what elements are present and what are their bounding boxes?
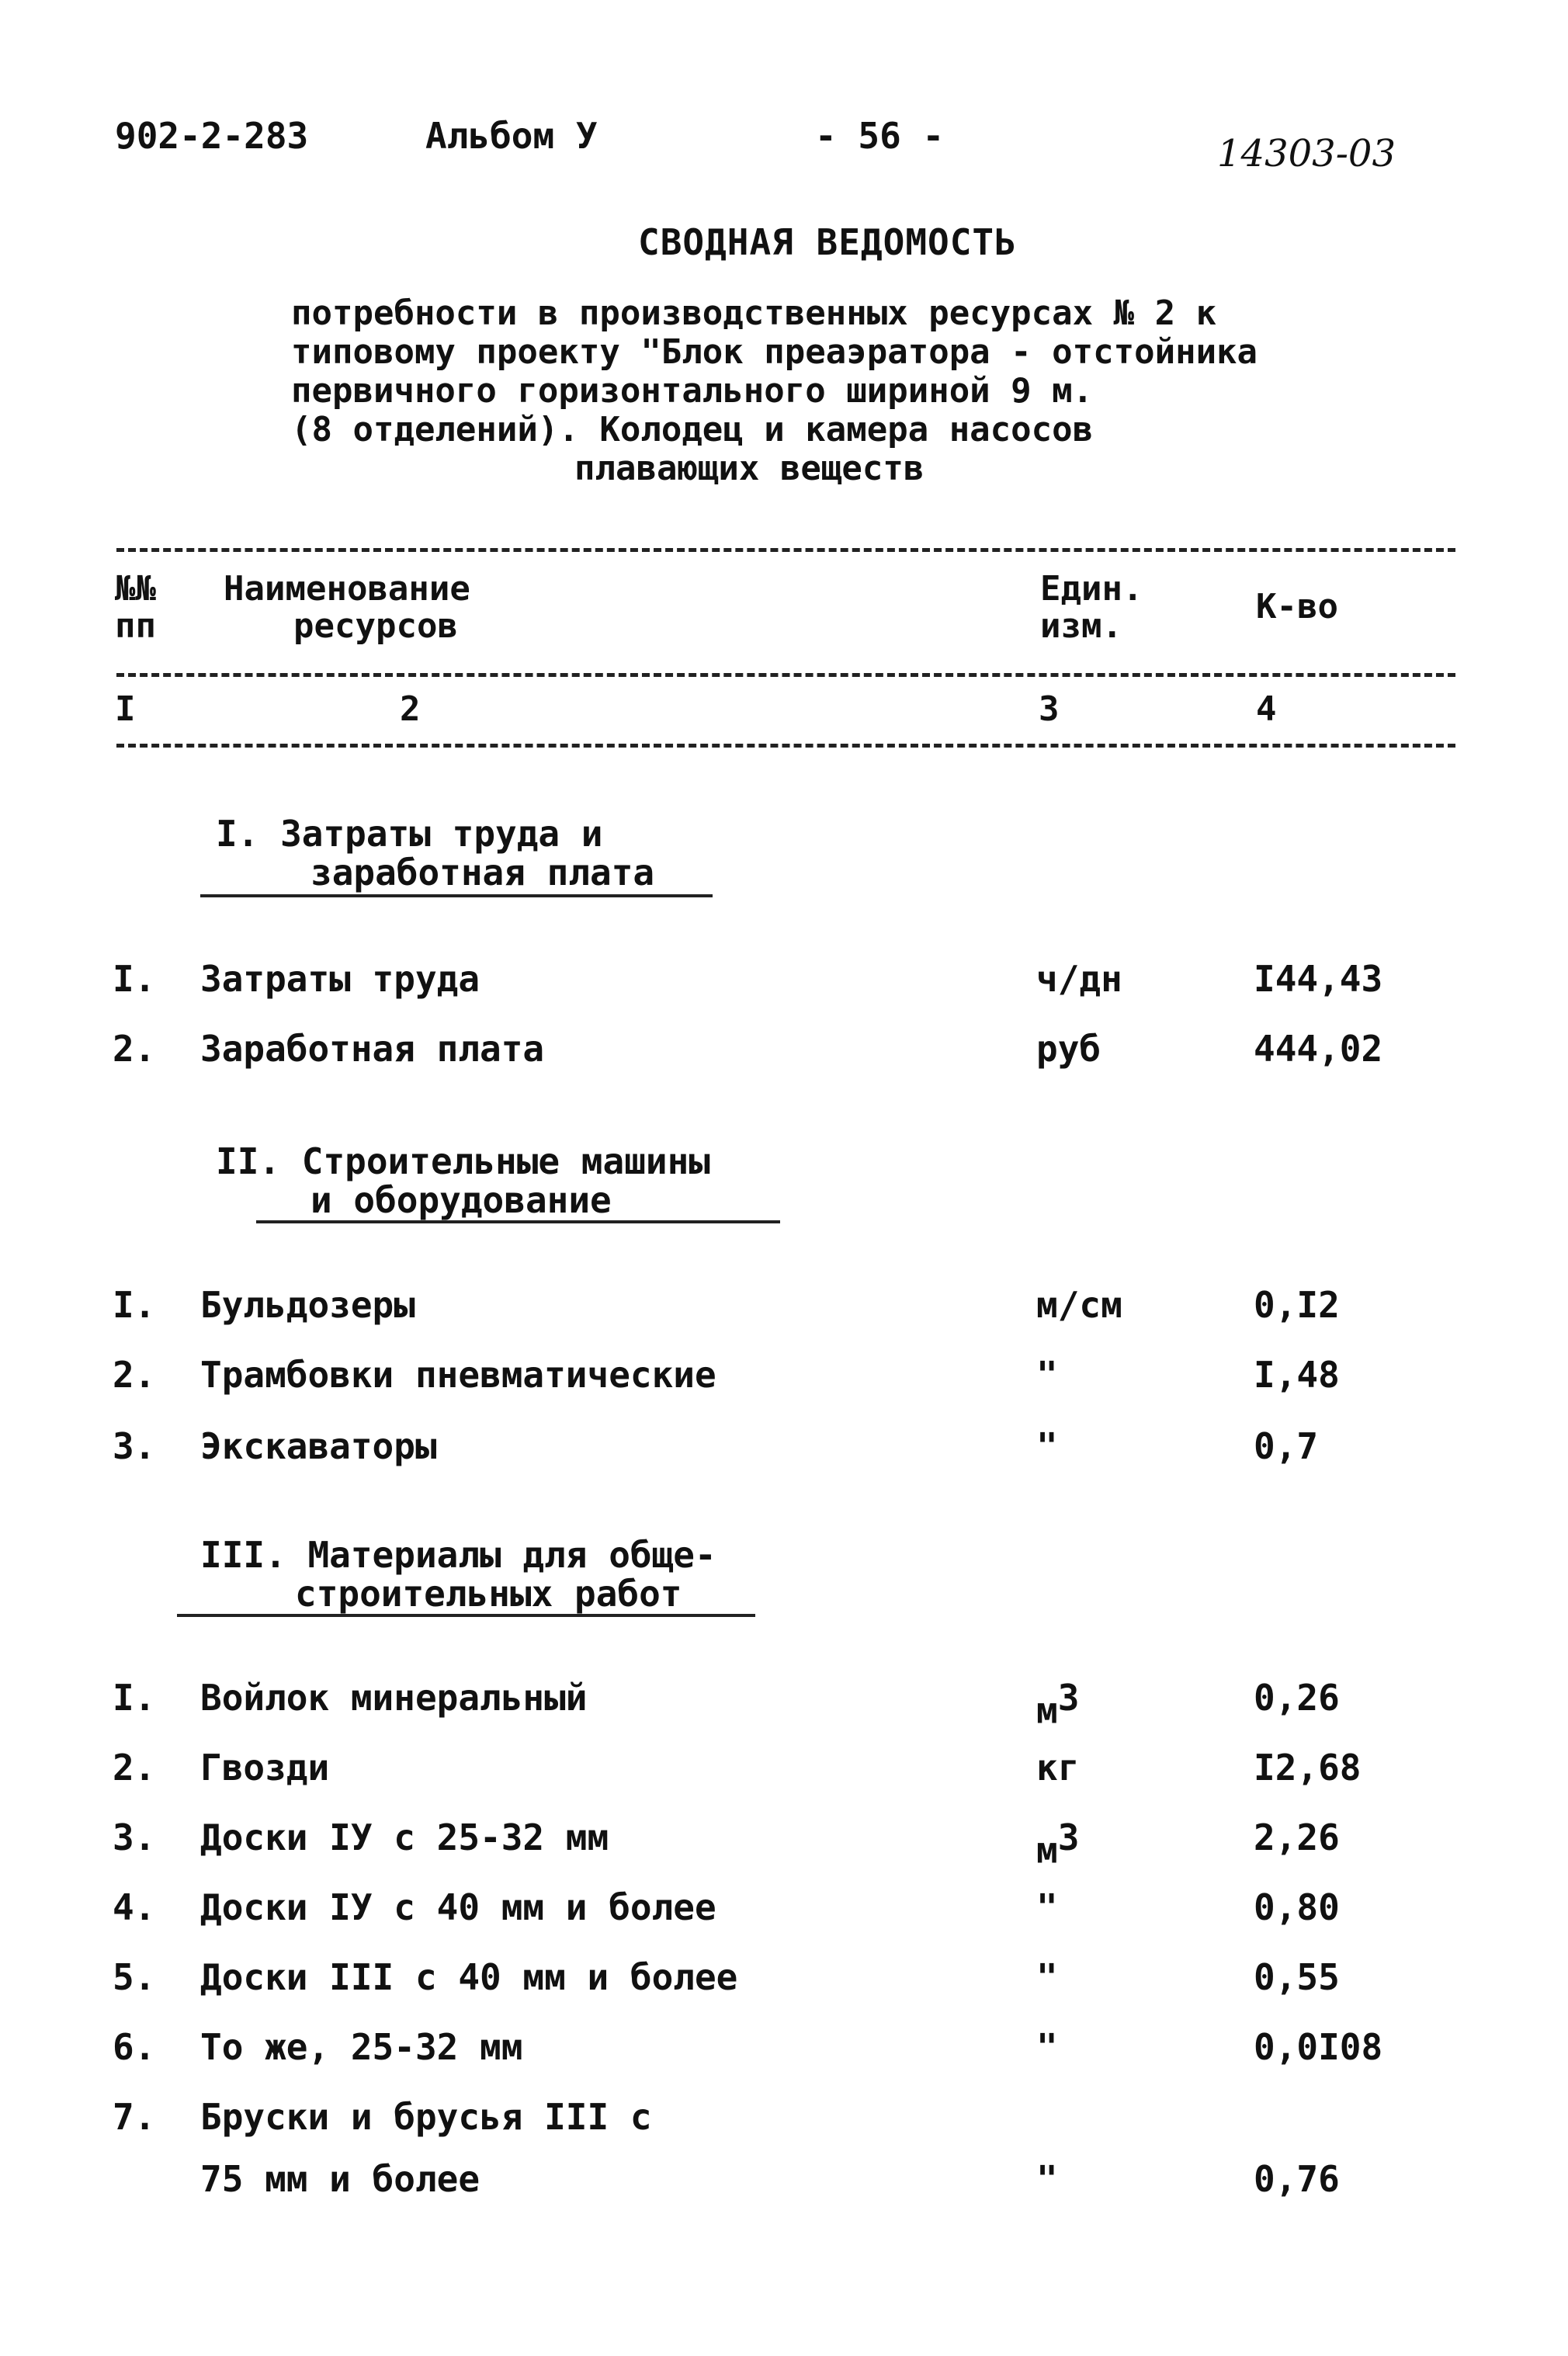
row-number: 3. [113,1425,156,1467]
col-name-index: 2 [400,689,421,729]
table-row [0,1354,1568,1400]
row-resource-name: Бруски и брусья III с [200,2096,652,2138]
row-number: I. [113,958,156,1000]
row-quantity: 444,02 [1254,1028,1383,1070]
document-code: 902-2-283 [115,115,309,157]
row-resource-name: Бульдозеры [200,1284,415,1326]
row-number: 2. [113,1747,156,1789]
table-row [0,1284,1568,1331]
header-rule-middle [116,673,1455,677]
table-row [0,1425,1568,1472]
section-2-title-line-1: II. Строительные машины [216,1140,710,1182]
unit-superscript: 3 [1057,1816,1080,1858]
table-row [0,1028,1568,1074]
row-unit [1036,1677,1079,1731]
row-unit: " [1036,2026,1058,2068]
row-quantity: I,48 [1254,1354,1340,1396]
page-number: - 56 - [815,115,945,157]
row-number: 5. [113,1956,156,1998]
row-number: 7. [113,2096,156,2138]
row-quantity: 0,I2 [1254,1284,1340,1326]
row-number: 2. [113,1354,156,1396]
row-number: I. [113,1677,156,1719]
row-unit: руб [1036,1028,1101,1070]
handwritten-number: 14303-03 [1217,132,1396,175]
row-unit: ч/дн [1036,958,1122,1000]
unit-text: м [1036,1829,1058,1872]
table-row [0,1956,1568,2003]
row-unit: м/см [1036,1284,1122,1326]
row-quantity: I2,68 [1254,1747,1362,1789]
row-quantity: 0,76 [1254,2158,1340,2200]
row-resource-name: Доски IУ с 40 мм и более [200,1886,716,1928]
section-1-underline [200,894,713,897]
row-resource-name: Экскаваторы [200,1425,437,1467]
section-1-title-line-1: I. Затраты труда и [216,813,603,855]
row-number: 2. [113,1028,156,1070]
col-number-index: I [115,689,136,729]
row-quantity: 0,7 [1254,1425,1319,1467]
col-number-header-2: пп [115,606,156,646]
unit-text: м [1036,1689,1058,1732]
row-quantity: 2,26 [1254,1816,1340,1858]
row-number: 6. [113,2026,156,2068]
section-1-title-line-2: заработная плата [310,852,655,893]
section-3-title-line-2: строительных работ [295,1573,682,1615]
row-quantity: 0,80 [1254,1886,1340,1928]
col-qty-header: К-во [1256,587,1338,626]
table-row-continuation [0,2158,1568,2205]
row-number: I. [113,1284,156,1326]
table-row [0,1747,1568,1793]
subtitle-line-5: плавающих веществ [574,449,924,488]
row-resource-name: Доски III с 40 мм и более [200,1956,738,1998]
row-unit: " [1036,1425,1058,1467]
col-unit-header-1: Един. [1040,569,1143,609]
table-row [0,958,1568,1005]
col-unit-index: 3 [1039,689,1060,729]
subtitle-line-4: (8 отделений). Колодец и камера насосов [291,410,1094,449]
section-3-underline [177,1614,755,1617]
row-unit: " [1036,1956,1058,1998]
row-resource-name: Гвозди [200,1747,330,1789]
col-name-header-1: Наименование [224,569,470,609]
row-unit: " [1036,1886,1058,1928]
col-qty-index: 4 [1256,689,1277,729]
document-title: СВОДНАЯ ВЕДОМОСТЬ [638,221,1017,263]
row-unit [1036,1816,1079,1871]
row-quantity: 0,26 [1254,1677,1340,1719]
unit-superscript: 3 [1057,1677,1080,1719]
header-rule-bottom [116,744,1455,748]
row-resource-name: Войлок минеральный [200,1677,588,1719]
row-number: 4. [113,1886,156,1928]
row-resource-name: Трамбовки пневматические [200,1354,716,1396]
header-rule-top [116,548,1455,552]
table-row [0,2096,1568,2143]
table-row [0,1886,1568,1933]
row-unit: кг [1036,1747,1080,1789]
row-resource-name: Затраты труда [200,958,480,1000]
section-2-title-line-2: и оборудование [310,1179,612,1221]
row-unit: " [1036,1354,1058,1396]
table-row [0,1816,1568,1872]
table-row [0,2026,1568,2073]
row-resource-name: Заработная плата [200,1028,545,1070]
col-name-header-2: ресурсов [293,606,458,646]
table-row [0,1677,1568,1732]
row-number: 3. [113,1816,156,1858]
album-label: Альбом У [425,115,598,157]
row-resource-name: Доски IУ с 25-32 мм [200,1816,609,1858]
subtitle-line-2: типовому проекту "Блок преаэратора - отстойника [291,332,1258,372]
row-quantity: 0,55 [1254,1956,1340,1998]
subtitle-line-1: потребности в производственных ресурсах № 2 к [291,293,1217,333]
row-quantity: 0,0I08 [1254,2026,1383,2068]
row-resource-name-continued: 75 мм и более [200,2158,480,2200]
col-unit-header-2: изм. [1040,606,1122,646]
section-3-title-line-1: III. Материалы для обще- [200,1534,716,1576]
subtitle-line-3: первичного горизонтального шириной 9 м. [291,371,1094,411]
row-unit: " [1036,2158,1058,2200]
row-quantity: I44,43 [1254,958,1383,1000]
row-resource-name: То же, 25-32 мм [200,2026,523,2068]
section-2-underline [256,1220,780,1223]
col-number-header-1: №№ [115,569,156,609]
